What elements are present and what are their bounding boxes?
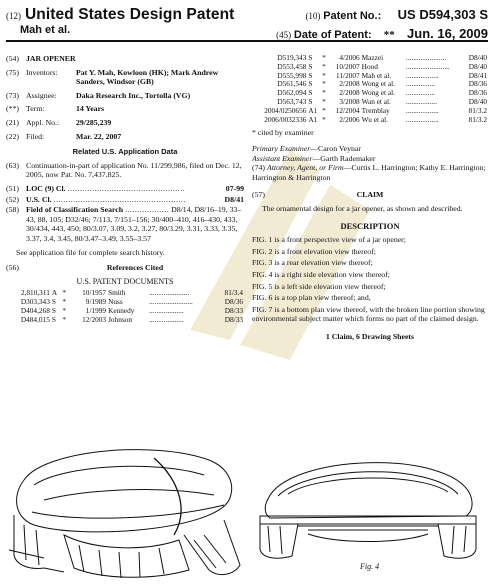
reference-name: Wu et al. [361,114,388,124]
reference-star: * [322,61,326,71]
claim-title: CLAIM [356,190,384,200]
reference-cls: D8/40 [468,96,487,106]
field-63: (63) Continuation-in-part of application No. 11/299,986, filed on Dec. 12, 2005, now Pat. No. 7,437,825. [6,161,244,180]
reference-num: 2004/0250656 [264,105,307,115]
field-54: (54) JAR OPENER [6,54,244,64]
reference-cls: D8/33 [224,314,243,324]
loc-class: 07-99 [225,183,244,193]
us-class: D8/41 [224,194,244,204]
reference-date: 2/2006 [339,114,360,124]
code-10: (10) [305,11,321,21]
reference-dots: ................... [149,314,184,324]
reference-date: 11/2007 [336,70,360,80]
patent-title: United States Design Patent [25,6,235,23]
reference-kind: S [51,297,56,307]
reference-cls: D8/41 [468,70,487,80]
reference-name: Mah et al. [361,70,392,80]
date-label: Date of Patent: [293,29,372,41]
figure-description: is a top plan view thereof; and, [272,293,371,303]
filed-date: Mar. 22, 2007 [76,131,122,141]
reference-dots: ........................ [405,61,450,71]
date-star: ** [383,29,395,41]
reference-date: 4/2006 [339,53,360,62]
reference-kind: S [308,53,313,62]
figure-description: is a bottom plan view thereof, with the broken line portion showing environmental subject matter which forms no part of the claimed design. [252,304,485,324]
claim-text: The ornamental design for a jar opener, as shown and described. [262,203,463,213]
reference-name: Wong et al. [361,88,395,98]
reference-dots: ...................... [405,53,447,62]
reference-date: 12/2003 [82,314,107,324]
reference-dots: .................. [405,114,439,124]
references-table-left [6,289,244,324]
field-term: (**) Term: 14 Years [6,104,244,114]
reference-star: * [62,314,67,324]
left-column [6,54,244,324]
reference-dots: ........................ [149,297,193,307]
see-application-file: See application file for complete search history. [16,247,165,257]
patent-header [6,6,488,42]
reference-date: 1/1999 [85,305,107,315]
reference-row [252,116,488,125]
right-column [252,54,488,341]
reference-name: Wan et al. [361,96,391,106]
figure-ref: FIG. 7 [252,304,273,314]
reference-cls: D8/36 [224,297,243,307]
reference-num: D563,743 [277,96,307,106]
reference-star: * [62,297,67,307]
reference-dots: .................. [405,105,439,115]
figure-ref: FIG. 6 [252,293,273,303]
application-number: 29/285,239 [76,117,112,127]
description-list [252,235,488,324]
term-value: 14 Years [76,104,105,114]
references-table-right [252,54,488,124]
reference-num: D561,546 [277,79,307,89]
reference-num: D562,094 [277,88,307,98]
jar-opener-perspective-drawing [4,440,244,586]
description-item [252,258,488,268]
us-patent-docs-title: U.S. PATENT DOCUMENTS [76,276,174,286]
claims-sheets: 1 Claim, 6 Drawing Sheets [325,331,415,341]
reference-dots: ................... [149,305,184,315]
reference-name: Mazzei [361,53,384,62]
inventors: Pat Y. Mah, Kowloon (HK); Mark Andrew Sanders, Windsor (GB) [76,67,219,87]
reference-name: Kennedy [108,305,135,315]
continuation-text: Continuation-in-part of application No. 11/299,986, filed on Dec. 12, 2005, now Pat. No. 7,437,825. [26,160,242,180]
figure-description: is a left side elevation view thereof; [272,281,386,291]
reference-dots: ................ [405,88,436,98]
reference-star: * [322,70,326,80]
reference-star: * [322,105,326,115]
reference-name: Johnson [108,314,132,324]
reference-dots: ................. [405,96,437,106]
reference-kind: S [308,96,313,106]
cited-by-examiner: * cited by examiner [252,128,314,138]
reference-kind: A1 [308,114,318,124]
reference-num: 2,810,311 [20,288,50,298]
search-classes: D8/14, D8/16–19, 33–43, 88, 105; D32/46; 7/113, 7/151–156; 30/400–410, 416–430, 433, 30/434, 443, 450; 80/3.07, 3.09, 3.2, 3.27, 80/3.29, 3.31, 3.33, 3.35, 3.37, 3.4, 3.45, 80/3.47–3.49, 3.55–3.57 [26,205,242,243]
reference-name: Hood [361,61,378,71]
description-title: DESCRIPTION [340,220,400,231]
reference-star: * [322,88,326,98]
reference-kind: S [308,79,313,89]
assignee: Daka Research Inc., Tortolla (VG) [76,90,191,100]
header-right [276,6,488,44]
reference-date: 3/2008 [339,96,360,106]
reference-kind: S [308,61,313,71]
figure-ref: FIG. 1 [252,235,273,245]
reference-num: D303,343 [20,297,50,307]
description-item [252,247,488,257]
figure-description: is a front perspective view of a jar opener; [272,235,406,245]
reference-name: Wong et al. [361,79,395,89]
reference-cls: D8/40 [468,61,487,71]
attorney: (74) Attorney, Agent, or Firm—Curtis L. Harrington; Kathy E. Harrington; Harrington & Harrington [252,163,486,182]
reference-kind: A [51,288,58,298]
reference-kind: S [308,70,313,80]
reference-name: Tremblay [361,105,390,115]
reference-date: 9/1989 [85,297,107,307]
reference-dots: ................ [405,79,436,89]
reference-star: * [322,96,326,106]
reference-num: D553,458 [277,61,307,71]
reference-cls: 81/3.4 [224,288,243,298]
reference-date: 2/2008 [339,79,360,89]
reference-date: 10/2007 [335,61,360,71]
field-75: (75) Inventors: Pat Y. Mah, Kowloon (HK); Mark Andrew Sanders, Windsor (GB) [6,68,244,87]
reference-num: D484,015 [20,314,50,324]
field-51: (51) LOC (9) Cl. ................................................ 07-99 [6,183,244,193]
description-item [252,282,488,292]
figure-description: is a rear elevation view thereof; [272,258,373,268]
reference-kind: S [51,305,56,315]
header-left [6,6,234,36]
figure-description: is a right side elevation view thereof; [272,269,390,279]
field-22: (22) Filed: Mar. 22, 2007 [6,132,244,142]
figure-description: is a front elevation view thereof; [272,246,376,256]
reference-date: 2/2008 [339,88,360,98]
code-12: (12) [6,11,21,21]
reference-star: * [322,79,326,89]
figure-ref: FIG. 4 [252,269,273,279]
reference-kind: A1 [308,105,318,115]
field-21: (21) Appl. No.: 29/285,239 [6,118,244,128]
reference-num: D404,268 [20,305,50,315]
reference-name: Nuss [108,297,123,307]
primary-examiner: Primary Examiner—Caron Veynar [252,143,361,153]
reference-dots: ...................... [149,288,190,298]
description-item [252,305,488,324]
reference-cls: 81/3.2 [468,114,487,124]
reference-star: * [62,288,67,298]
field-52: (52) U.S. Cl. ...................................................... D8/41 [6,194,244,204]
reference-cls: D8/40 [468,53,487,62]
reference-cls: D8/36 [468,79,487,89]
patent-no-label: Patent No.: [323,10,382,22]
reference-star: * [62,305,67,315]
figure-4-label: Fig. 4 [360,562,380,571]
patent-date: Jun. 16, 2009 [407,26,488,41]
reference-date: 12/2004 [335,105,360,115]
inventor-short: Mah et al. [20,24,71,36]
assistant-examiner: Assistant Examiner—Garth Rademaker [252,153,376,163]
invention-title: JAR OPENER [26,54,76,63]
reference-date: 10/1957 [82,288,107,298]
patent-number-line [276,6,488,25]
reference-kind: S [51,314,56,324]
figure-ref: FIG. 3 [252,258,273,268]
reference-star: * [322,53,326,62]
reference-num: 2006/0032336 [264,114,307,124]
figure-ref: FIG. 5 [252,281,273,291]
related-data-title: Related U.S. Application Data [72,147,178,157]
reference-name: Smith [108,288,126,298]
reference-kind: S [308,88,313,98]
reference-cls: D8/33 [224,305,243,315]
reference-dots: .................. [405,70,439,80]
reference-cls: 81/3.2 [468,105,487,115]
description-item [252,235,488,245]
description-item [252,293,488,303]
code-45: (45) [276,30,292,40]
claim-header: (57) CLAIM [252,190,488,200]
jar-opener-side-elevation-drawing [248,444,488,562]
reference-cls: D8/36 [468,88,487,98]
reference-star: * [322,114,326,124]
figure-ref: FIG. 2 [252,246,273,256]
patent-number: US D594,303 S [397,7,488,22]
reference-num: D555,998 [277,70,307,80]
field-56: (56) References Cited [6,263,244,273]
reference-row [6,316,244,325]
reference-num: D519,343 [277,53,307,62]
field-58: (58) Field of Classification Search .................. D8/14, D8/16–19, 33–43, 88, 105; D32/46; 7/113, 7/151–156; 30/400–410, 416–430, 433, 30/434, 443, 450; 80/3.07, 3.09, 3.2, 3.27, 80/3.29, 3.31, 3.33, 3.35, 3.37, 3.4, 3.45, 80/3.47–3.49, 3.55–3.57 [6,205,242,243]
patent-date-line [276,25,488,44]
field-73: (73) Assignee: Daka Research Inc., Tortolla (VG) [6,91,244,101]
references-cited-title: References Cited [106,263,164,273]
description-item [252,270,488,280]
